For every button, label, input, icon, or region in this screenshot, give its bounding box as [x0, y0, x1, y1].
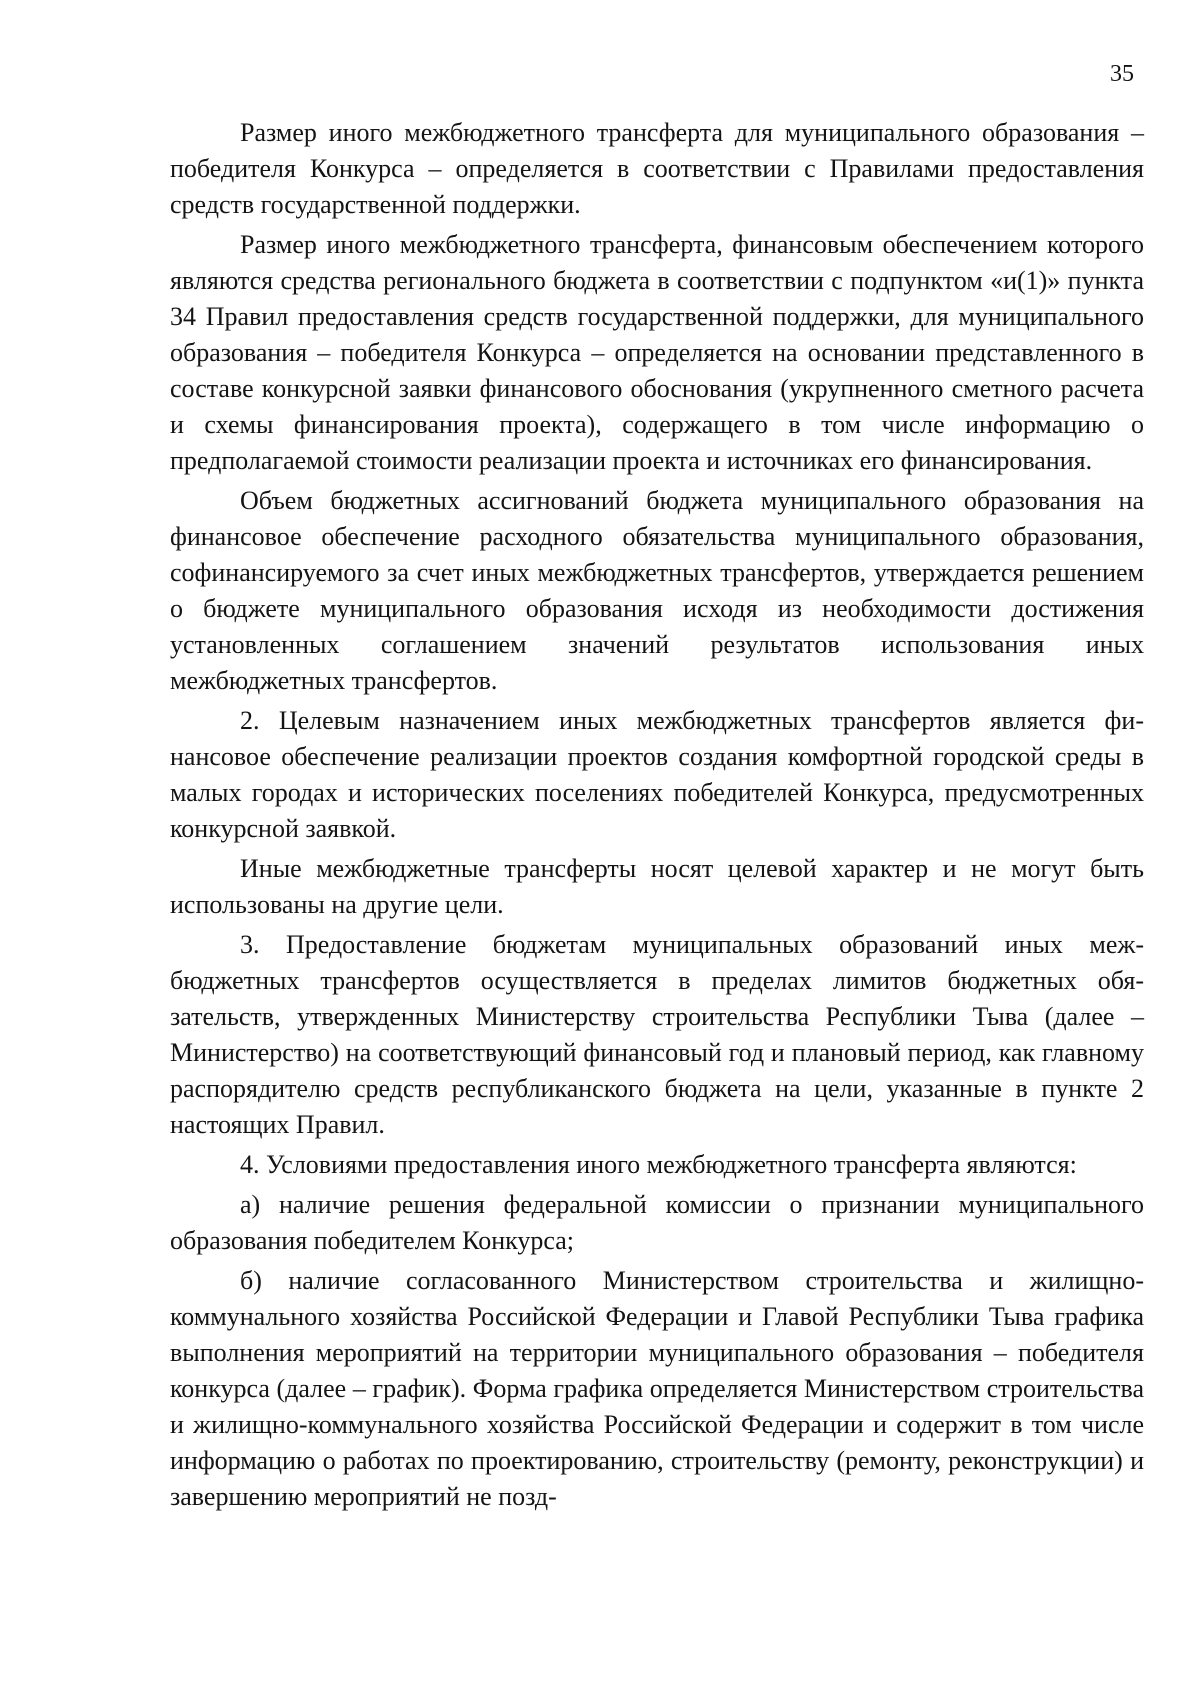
paragraph-item-4-conditions: 4. Условиями предоставления иного межбюджетного трансферта являются: [240, 1150, 1077, 1179]
page-number: 35 [1110, 61, 1134, 87]
paragraph-transfer-size: Размер иного межбюджетного трансферта для муниципального образования – победителя Конкурса – определяется в соответствии с Правилами предоставления средств государственной поддержки. [170, 118, 1144, 219]
paragraph-item-2-purpose: 2. Целевым назначением иных межбюджетных трансфертов является финансовое обеспечение реализации проектов создания комфортной городской среды в малых городах и исторических поселениях победителей Конкурса, предусмотренных конкурсной заявкой. [170, 706, 1144, 843]
paragraph-targeted-nature: Иные межбюджетные трансферты носят целевой характер и не могут быть использованы на другие цели. [170, 854, 1144, 919]
paragraph-condition-a: а) наличие решения федеральной комиссии о признании муниципального образования победителем Конкурса; [170, 1190, 1144, 1255]
paragraph-item-3-provision: 3. Предоставление бюджетам муниципальных образований иных межбюджетных трансфертов осуществляется в пределах лимитов бюджетных обязательств, утвержденных Министерству строительства Республики Тыва (далее – Министерство) на соответствующий финансовый год и плановый период, как главному распорядителю средств республиканского бюджета на цели, указанные в пункте 2 настоящих Правил. [170, 930, 1144, 1139]
paragraph-regional-budget: Размер иного межбюджетного трансферта, финансовым обеспечением которого являются средства регионального бюджета в соответствии с подпунктом «и(1)» пункта 34 Правил предоставления средств государственной поддержки, для муниципального образования – победителя Конкурса – определяется на основании представленного в составе конкурсной заявки финансового обоснования (укрупненного сметного расчета и схемы финансирования проекта), содержащего в том числе информацию о предполагаемой стоимости реализации проекта и источниках его финансирования. [170, 230, 1144, 475]
document-body [170, 115, 1144, 1519]
paragraph-budget-allocations: Объем бюджетных ассигнований бюджета муниципального образования на финансовое обеспечение расходного обязательства муниципального образования, софинансируемого за счет иных межбюджетных трансфертов, утверждается решением о бюджете муниципального образования исходя из необходимости достижения установленных соглашением значений результатов использования иных межбюджетных трансфертов. [170, 486, 1144, 695]
paragraph-condition-b: б) наличие согласованного Министерством строительства и жилищно-коммунального хозяйства Российской Федерации и Главой Республики Тыва графика выполнения мероприятий на территории муниципального образования – победителя конкурса (далее – график). Форма графика определяется Министерством строительства и жилищно-коммунального хозяйства Российской Федерации и содержит в том числе информацию о работах по проектированию, строительству (ремонту, реконструкции) и завершению мероприятий не позд- [170, 1266, 1144, 1511]
